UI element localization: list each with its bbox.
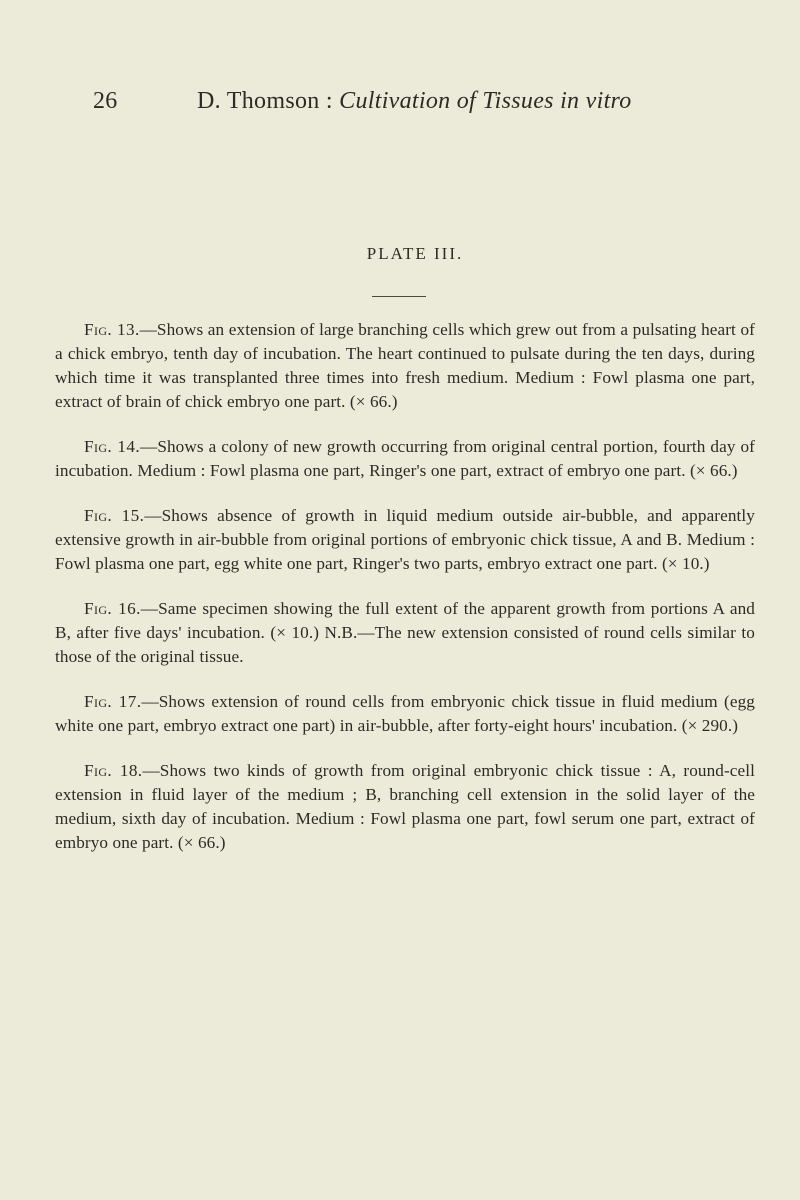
caption-fig-17	[55, 690, 755, 738]
divider-rule	[372, 296, 426, 297]
author-name: D. Thomson :	[197, 88, 333, 114]
caption-fig-15	[55, 504, 755, 576]
caption-text: —Shows two kinds of growth from original embryonic chick tissue : A, round-cell extension in fluid layer of the medium ; B, branching cell extension in the solid layer of the medium, sixth day of incubation. Medium : Fowl plasma one part, fowl serum one part, extract of embryo one part. (× 66.)	[55, 761, 756, 852]
running-head-text	[197, 86, 632, 116]
caption-label: Fig. 18.	[84, 761, 143, 780]
running-head	[93, 86, 693, 116]
caption-label: Fig. 17.	[84, 692, 142, 711]
figure-captions	[55, 318, 755, 876]
caption-fig-18	[55, 759, 755, 855]
caption-text: —Shows absence of growth in liquid medium outside air-bubble, and apparently extensive growth in air-bubble from original portions of embryonic chick tissue, A and B. Medium : Fowl plasma one part, egg white one part, Ringer's two parts, embryo extract one part. (× 10.)	[55, 506, 755, 573]
caption-text: —Shows an extension of large branching cells which grew out from a pulsating heart of a chick embryo, tenth day of incubation. The heart continued to pulsate during the ten days, during which time it was transplanted three times into fresh medium. Medium : Fowl plasma one part, extract of brain of chick embryo one part. (× 66.)	[55, 320, 755, 411]
article-title: Cultivation of Tissues in vitro	[339, 88, 632, 114]
caption-label: Fig. 15.	[84, 506, 145, 525]
plate-title: PLATE III.	[366, 244, 464, 263]
page-number: 26	[93, 88, 118, 114]
caption-fig-16	[55, 597, 755, 669]
caption-text: —Same specimen showing the full extent of the apparent growth from portions A and B, after five days' incubation. (× 10.) N.B.—The new extension consisted of round cells similar to those of the original tissue.	[55, 599, 755, 666]
caption-label: Fig. 16.	[84, 599, 141, 618]
caption-label: Fig. 13.	[84, 320, 140, 339]
caption-fig-13	[55, 318, 755, 414]
caption-text: —Shows extension of round cells from embryonic chick tissue in fluid medium (egg white one part, embryo extract one part) in air-bubble, after forty-eight hours' incubation. (× 290.)	[55, 692, 755, 735]
caption-text: —Shows a colony of new growth occurring from original central portion, fourth day of incubation. Medium : Fowl plasma one part, Ringer's one part, extract of embryo one part. (× 66.)	[55, 437, 756, 480]
caption-fig-14	[55, 435, 755, 483]
caption-label: Fig. 14.	[84, 437, 141, 456]
